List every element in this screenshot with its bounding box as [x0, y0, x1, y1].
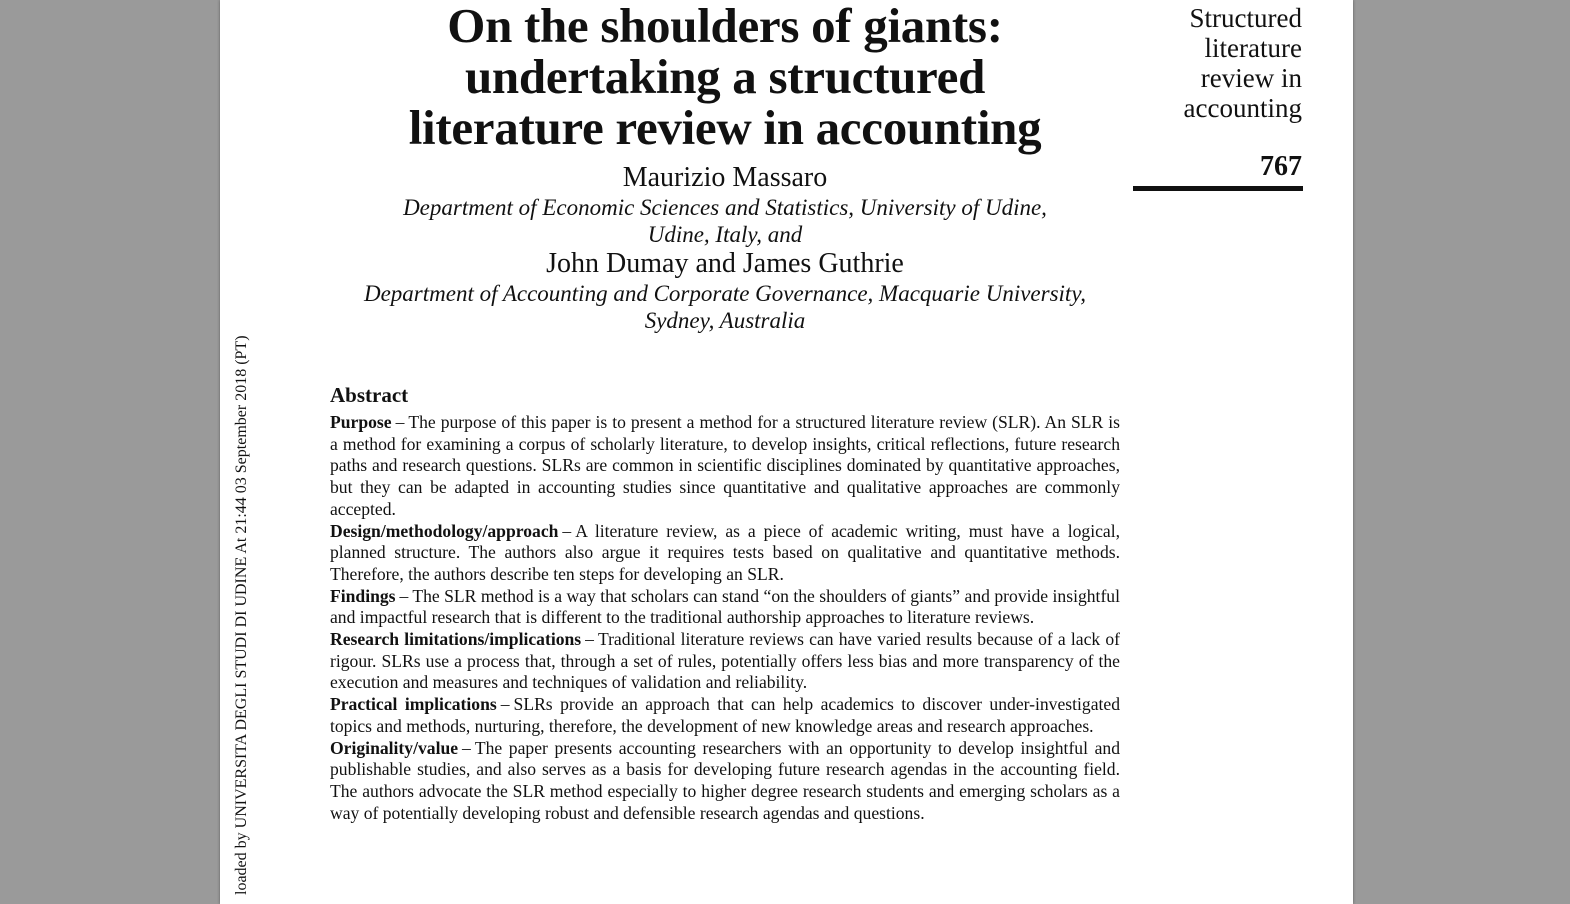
section-dash: –: [399, 585, 409, 606]
section-label: Research limitations/implications: [330, 629, 582, 650]
pdf-page: [220, 0, 1353, 904]
running-head-line: accounting: [1183, 93, 1302, 123]
abstract-section-design: [330, 521, 1120, 586]
running-head-line: review in: [1200, 63, 1302, 93]
abstract-section-practical: [330, 694, 1120, 737]
section-text: The SLR method is a way that scholars can stand “on the shoulders of giants” and provide insightful and impactful research that is different to the traditional authorship approaches to literature reviews.: [330, 585, 1120, 628]
author-affiliation: [320, 280, 1130, 334]
section-text: The paper presents accounting researchers with an opportunity to develop insightful and publishable studies, and also serves as a basis for developing future research agendas in the accounting field. The authors advocate the SLR method especially to higher degree research students and emerging scholars as a way of potentially developing robust and defensible research agendas and questions.: [330, 737, 1120, 823]
section-dash: –: [462, 737, 471, 758]
abstract-heading: Abstract: [330, 383, 409, 407]
abstract-section-limitations: [330, 629, 1120, 694]
affiliation-line: Department of Economic Sciences and Statistics, University of Udine,: [403, 195, 1047, 220]
download-watermark: loaded by UNIVERSITA DEGLI STUDI DI UDINE At 21:44 03 September 2018 (PT): [233, 335, 250, 895]
section-label: Design/methodology/approach: [330, 520, 559, 541]
section-dash: –: [500, 694, 510, 715]
author-name: Maurizio Massaro: [622, 162, 828, 193]
running-head-line: Structured: [1189, 3, 1302, 33]
affiliation-line: Department of Accounting and Corporate Governance, Macquarie University,: [363, 281, 1087, 306]
section-text: A literature review, as a piece of academic writing, must have a logical, planned structure. The authors also argue it requires tests based on qualitative and quantitative methods. Therefore, the authors describe ten steps for developing an SLR.: [330, 520, 1120, 584]
section-label: Purpose: [330, 412, 392, 432]
section-label: Findings: [330, 585, 396, 606]
section-label: Practical implications: [330, 694, 497, 715]
affiliation-line: Sydney, Australia: [644, 308, 806, 333]
section-dash: –: [395, 412, 405, 432]
title-line: undertaking a structured: [464, 49, 986, 104]
section-text: Traditional literature reviews can have varied results because of a lack of rigour. SLRs use a process that, through a set of rules, potentially offers less bias and more transparency of the execution and measures and techniques of validation and reliability.: [330, 629, 1120, 693]
page-number-rule: [1133, 186, 1303, 191]
abstract-section-originality: [330, 738, 1120, 825]
abstract: [330, 380, 1120, 824]
running-head: [1120, 3, 1302, 123]
abstract-section-findings: [330, 586, 1120, 629]
section-text: The purpose of this paper is to present a method for a structured literature review (SLR). An SLR is a method for examining a corpus of scholarly literature, to develop insights, critical reflections, future research paths and research questions. SLRs are common in scientific disciplines dominated by quantitative approaches, but they can be adapted in accounting studies since quantitative and qualitative approaches are commonly accepted.: [330, 412, 1120, 519]
section-dash: –: [585, 629, 594, 650]
title-line: On the shoulders of giants:: [447, 0, 1003, 53]
abstract-section-purpose: [330, 412, 1120, 521]
paper-title: [330, 0, 1120, 153]
affiliation-line: Udine, Italy, and: [647, 222, 803, 247]
section-text: SLRs provide an approach that can help academics to discover under-investigated topics and methods, nurturing, therefore, the development of new knowledge areas and research approaches.: [330, 694, 1121, 736]
author-block: [320, 162, 1130, 334]
section-label: Originality/value: [330, 737, 459, 758]
running-head-line: literature: [1204, 33, 1302, 63]
section-dash: –: [562, 520, 572, 541]
author-name: John Dumay and James Guthrie: [546, 248, 904, 279]
page-number: 767: [1260, 151, 1302, 182]
title-line: literature review in accounting: [408, 100, 1042, 155]
author-affiliation: [320, 194, 1130, 248]
